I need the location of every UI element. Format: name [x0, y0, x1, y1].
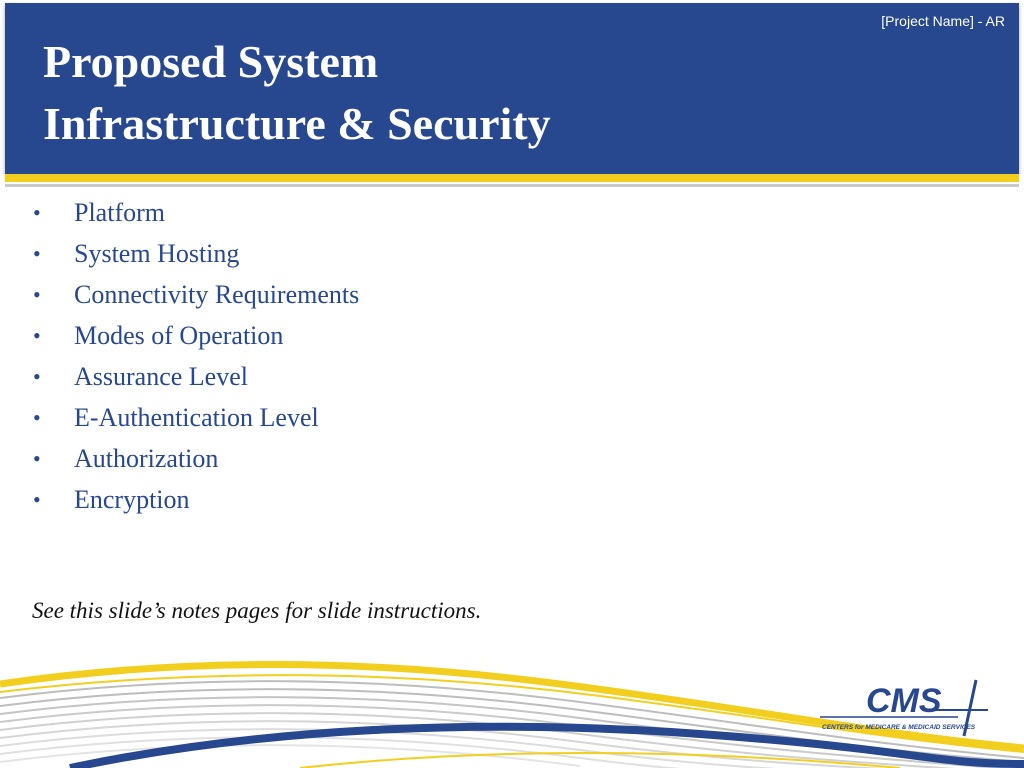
header-gold-stripe: [5, 174, 1019, 182]
bullet-text: Modes of Operation: [74, 321, 284, 350]
bullet-dot-icon: •: [33, 405, 41, 430]
bullet-list: [30, 192, 359, 520]
bullet-dot-icon: •: [33, 282, 41, 307]
bullet-text: Platform: [74, 198, 165, 227]
bullet-item: [30, 233, 359, 274]
bullet-item: [30, 356, 359, 397]
slide-title: [43, 31, 551, 155]
title-line-2: Infrastructure & Security: [43, 98, 551, 149]
cms-logo-subtitle: CENTERS for MEDICARE & MEDICAID SERVICES: [822, 724, 976, 731]
bullet-dot-icon: •: [33, 241, 41, 266]
title-line-1: Proposed System: [43, 36, 379, 87]
bullet-text: E-Authentication Level: [74, 403, 319, 432]
bullet-dot-icon: •: [33, 323, 41, 348]
bullet-item: [30, 192, 359, 233]
project-name-label: [Project Name] - AR: [881, 13, 1005, 29]
bullet-dot-icon: •: [33, 487, 41, 512]
bullet-dot-icon: •: [33, 364, 41, 389]
bullet-item: [30, 274, 359, 315]
bullet-text: System Hosting: [74, 239, 240, 268]
slide-instructions-note: See this slide’s notes pages for slide instructions.: [32, 598, 482, 623]
bullet-dot-icon: •: [33, 446, 41, 471]
slide-header: [5, 3, 1019, 174]
header-gray-stripe: [5, 184, 1019, 187]
cms-logo: [818, 676, 990, 742]
bullet-text: Encryption: [74, 485, 190, 514]
bullet-item: [30, 479, 359, 520]
bullet-text: Authorization: [74, 444, 219, 473]
bullet-dot-icon: •: [33, 200, 41, 225]
bullet-item: [30, 315, 359, 356]
bullet-item: [30, 397, 359, 438]
bullet-text: Connectivity Requirements: [74, 280, 360, 309]
cms-logo-wordmark: CMS: [866, 682, 942, 720]
bullet-item: [30, 438, 359, 479]
bullet-text: Assurance Level: [74, 362, 248, 391]
